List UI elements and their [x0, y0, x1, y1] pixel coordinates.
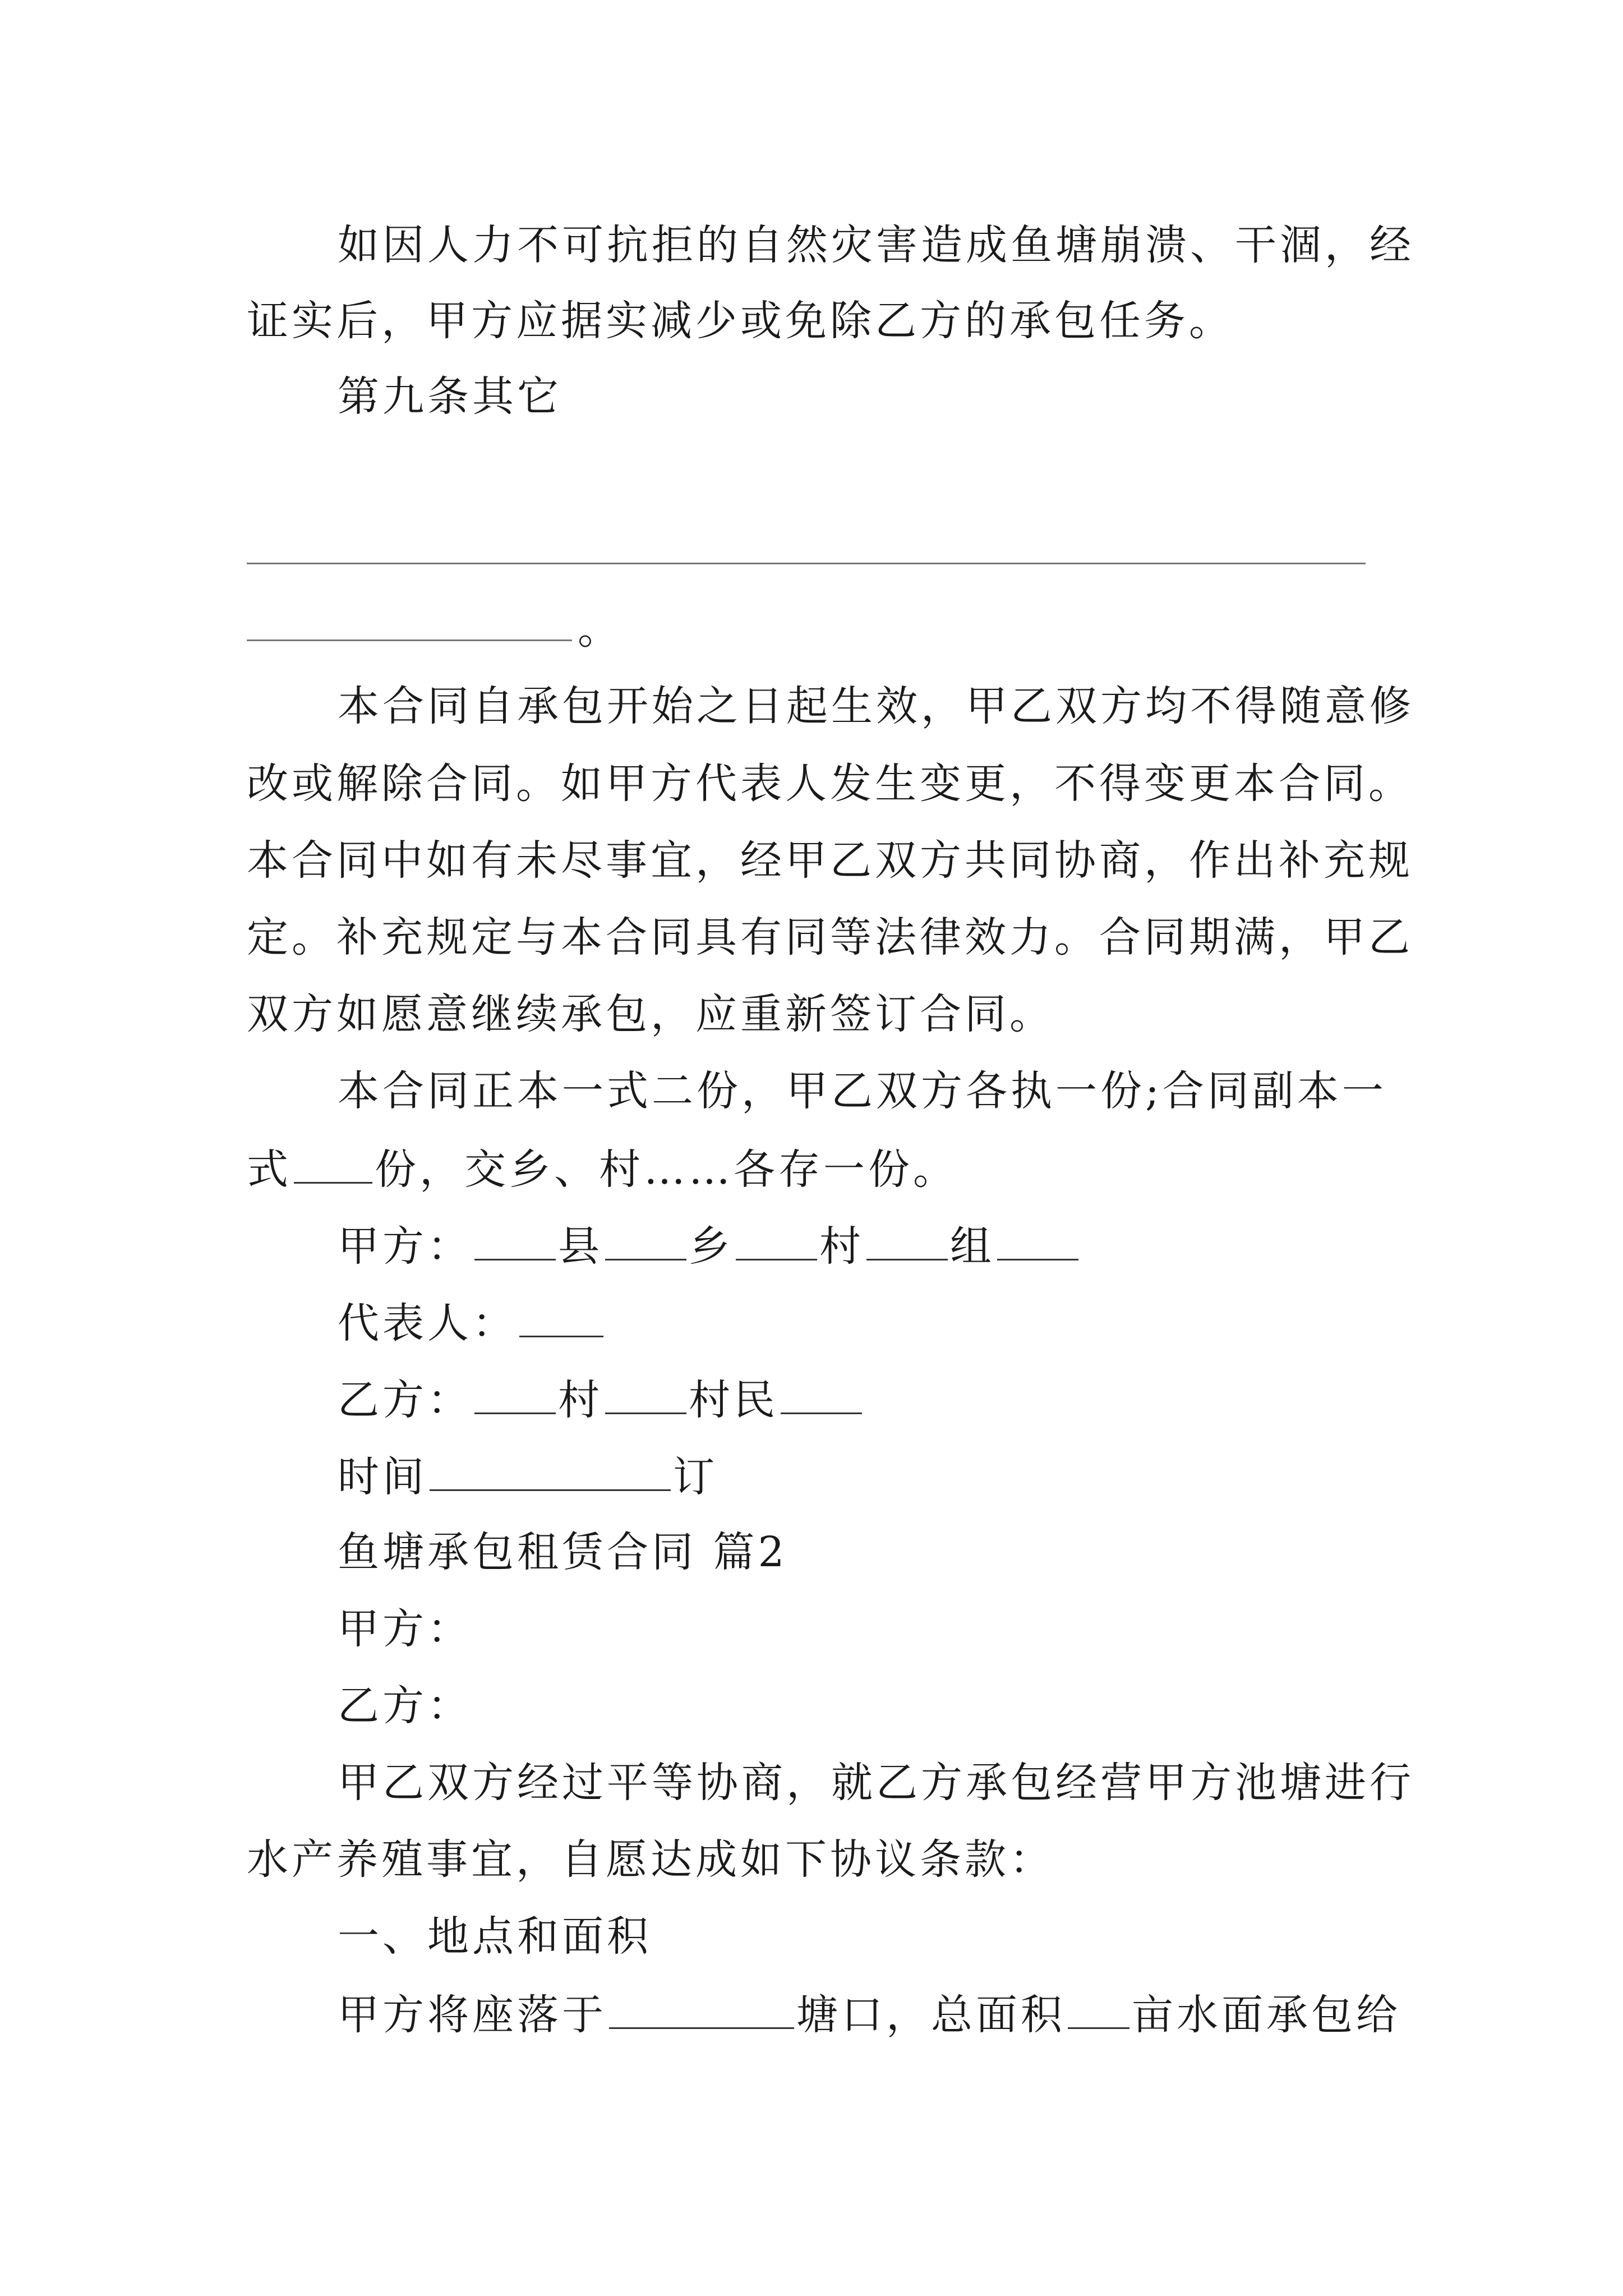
- label: 组: [950, 1222, 995, 1271]
- contract2-title: 鱼塘承包租赁合同 篇2: [338, 1528, 788, 1576]
- paragraph-line: [247, 1145, 958, 1194]
- contract2-party-a: 甲方：: [338, 1605, 472, 1653]
- label: 订: [673, 1453, 718, 1501]
- section-heading: 一、地点和面积: [338, 1912, 652, 1961]
- label: 村民: [689, 1376, 778, 1424]
- blank-field: [1068, 1993, 1129, 2029]
- blank-line-long: [247, 563, 1366, 564]
- text: 甲方将座落于: [338, 1991, 607, 2039]
- paragraph-line: 水产养殖事宜，自愿达成如下协议条款：: [247, 1835, 1054, 1884]
- blank-field: [605, 1224, 686, 1260]
- paragraph-line: 本合同正本一式二份，甲乙双方各执一份;合同副本一: [338, 1067, 1387, 1115]
- blank-field: [997, 1224, 1078, 1260]
- paragraph-line: 定。补充规定与本合同具有同等法律效力。合同期满，甲乙: [247, 913, 1413, 961]
- blank-field: [781, 1378, 862, 1414]
- label: 县: [558, 1222, 603, 1271]
- signature-representative: [338, 1299, 606, 1347]
- blank-line-end: 。: [578, 605, 623, 654]
- signature-time: [338, 1453, 718, 1501]
- blank-field: [736, 1224, 817, 1260]
- signature-party-a: [338, 1222, 1081, 1271]
- text: 份，交乡、村……各存一份。: [375, 1145, 958, 1194]
- text: 式: [247, 1145, 292, 1194]
- paragraph-line: 如因人力不可抗拒的自然灾害造成鱼塘崩溃、干涸，经: [338, 221, 1414, 269]
- paragraph-line: 本合同自承包开始之日起生效，甲乙双方均不得随意修: [338, 682, 1414, 730]
- paragraph-line: 本合同中如有未尽事宜，经甲乙双方共同协商，作出补充规: [247, 836, 1413, 885]
- label: 村: [819, 1222, 864, 1271]
- blank-line-short: [247, 639, 572, 641]
- paragraph-line: 双方如愿意继续承包，应重新签订合同。: [247, 990, 1054, 1038]
- label: 乙方：: [338, 1376, 472, 1424]
- blank-field: [609, 1993, 794, 2029]
- blank-field: [474, 1378, 556, 1414]
- blank-field: [294, 1147, 372, 1184]
- blank-field: [605, 1378, 686, 1414]
- blank-field: [474, 1224, 556, 1260]
- article-heading: 第九条其它: [338, 372, 562, 421]
- paragraph-line: [338, 1991, 1401, 2039]
- label: 时间: [338, 1453, 427, 1501]
- blank-field: [866, 1224, 948, 1260]
- label: 村: [558, 1376, 603, 1424]
- paragraph-line: 甲乙双方经过平等协商，就乙方承包经营甲方池塘进行: [338, 1759, 1414, 1807]
- text: 亩水面承包给: [1132, 1991, 1401, 2039]
- blank-field: [430, 1455, 671, 1491]
- blank-field: [519, 1301, 603, 1337]
- paragraph-line: 改或解除合同。如甲方代表人发生变更，不得变更本合同。: [247, 760, 1413, 808]
- paragraph-line: 证实后，甲方应据实减少或免除乙方的承包任务。: [247, 297, 1234, 345]
- contract2-party-b: 乙方：: [338, 1682, 472, 1730]
- label: 乡: [689, 1222, 734, 1271]
- label: 代表人：: [338, 1299, 517, 1347]
- label: 甲方：: [338, 1222, 472, 1271]
- signature-party-b: [338, 1376, 864, 1424]
- text: 塘口，总面积: [796, 1991, 1066, 2039]
